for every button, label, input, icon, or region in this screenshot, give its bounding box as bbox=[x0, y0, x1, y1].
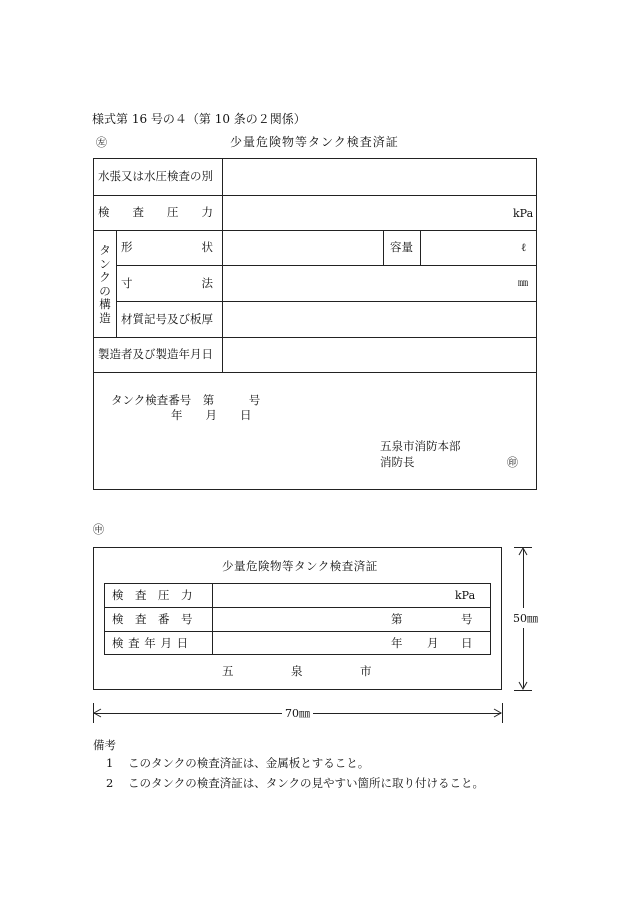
plate-number-prefix: 第 bbox=[391, 612, 403, 626]
plate-city: 五 泉 市 bbox=[222, 664, 372, 678]
plate-row-date: 検 査 年 月 日 bbox=[112, 636, 189, 650]
row-label-material: 材質記号及び板厚 bbox=[121, 312, 213, 326]
row-label-water: 水張又は水圧検査の別 bbox=[98, 169, 213, 183]
front-title: 少量危険物等タンク検査済証 bbox=[230, 135, 399, 149]
dimension-unit: ㎜ bbox=[518, 278, 528, 289]
form-number: 様式第 16 号の４（第 10 条の２関係） bbox=[92, 112, 306, 126]
plate-date-day: 日 bbox=[461, 636, 473, 650]
row-label-pressure: 検 査 圧 力 bbox=[98, 205, 213, 219]
note-number: 2 bbox=[106, 776, 114, 790]
seal-mark: ㊞ bbox=[507, 456, 518, 469]
row-label-shape: 形 状 bbox=[121, 240, 213, 254]
issuer-title: 消防長 bbox=[380, 455, 415, 469]
plate-row-number: 検 査 番 号 bbox=[112, 612, 193, 626]
dimension-line bbox=[94, 713, 282, 714]
front-mark: ㊧ bbox=[96, 136, 107, 149]
pressure-unit: kPa bbox=[513, 207, 534, 220]
plate-date-year: 年 bbox=[391, 636, 403, 650]
note-text: このタンクの検査済証は、金属板とすること。 bbox=[128, 756, 370, 770]
notes-heading: 備考 bbox=[93, 738, 116, 752]
plate-date-month: 月 bbox=[427, 636, 439, 650]
plate-pressure-unit: kPa bbox=[455, 589, 476, 602]
height-dimension-label: 50㎜ bbox=[513, 612, 538, 625]
group-label-tank-structure: タンクの構造 bbox=[99, 243, 111, 325]
note-number: 1 bbox=[106, 756, 114, 770]
capacity-unit: ℓ bbox=[521, 241, 527, 254]
plate-title: 少量危険物等タンク検査済証 bbox=[222, 559, 378, 573]
plate-number-suffix: 号 bbox=[461, 612, 473, 626]
row-label-dimension: 寸 法 bbox=[121, 276, 213, 290]
inspection-date: 年 月 日 bbox=[171, 408, 252, 422]
plate-row-pressure: 検 査 圧 力 bbox=[112, 588, 193, 602]
capacity-label: 容量 bbox=[390, 240, 413, 254]
width-dimension-label: 70㎜ bbox=[285, 707, 310, 720]
issuer-org: 五泉市消防本部 bbox=[380, 439, 461, 453]
inspection-number: タンク検査番号 第 号 bbox=[111, 393, 261, 407]
row-label-maker: 製造者及び製造年月日 bbox=[98, 347, 213, 361]
note-text: このタンクの検査済証は、タンクの見やすい箇所に取り付けること。 bbox=[128, 776, 485, 790]
plate-mark: ㊥ bbox=[93, 523, 104, 536]
dimension-line bbox=[313, 713, 501, 714]
dimension-tick bbox=[502, 703, 503, 723]
